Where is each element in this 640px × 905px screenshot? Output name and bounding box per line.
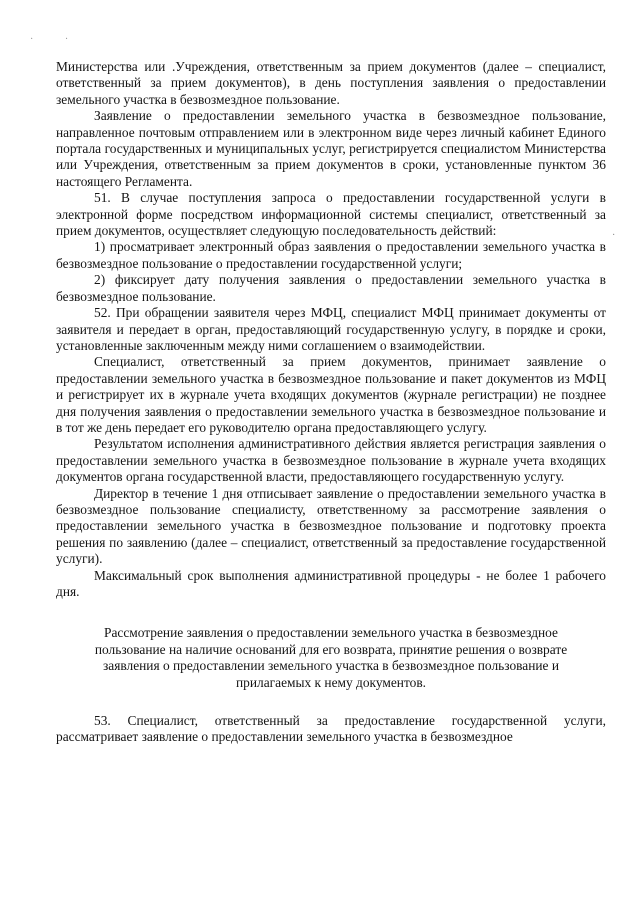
document-body <box>56 59 606 746</box>
paragraph: Заявление о предоставлении земельного участка в безвозмездное пользование, направленное почтовым отправлением или в электронном виде через личный кабинет Единого портала государственных и муниципальных услуг, регистрируется специалистом Министерства или Учреждения, ответственным за прием документов в сроки, установленные пунктом 36 настоящего Регламента. <box>56 108 606 189</box>
scan-artifact: · <box>612 230 616 241</box>
paragraph: Максимальный срок выполнения административной процедуры - не более 1 рабочего дня. <box>56 567 606 599</box>
paragraph: 52. При обращении заявителя через МФЦ, специалист МФЦ принимает документы от заявителя и передает в орган, предоставляющий государственную услугу, в порядке и сроки, установленные заключенным между ними соглашением о взаимодействии. <box>56 305 606 353</box>
paragraph: Министерства или .Учреждения, ответственным за прием документов (далее – специалист, ответственный за прием документов), в день поступления заявления о предоставлении земельного участка в безвозмездное пользование. <box>56 59 606 107</box>
section-heading: Рассмотрение заявления о предоставлении земельного участка в безвозмездное пользование на наличие оснований для его возврата, принятие решения о возврате заявления о предоставлении земельного участка в безвозмездное пользование и прилагаемых к нему документов. <box>94 625 568 690</box>
paragraph: 53. Специалист, ответственный за предоставление государственной услуги, рассматривает заявление о предоставлении земельного участка в безвозмездное <box>56 713 606 745</box>
paragraph: Специалист, ответственный за прием документов, принимает заявление о предоставлении земельного участка в безвозмездное пользование и пакет документов из МФЦ и регистрирует их в журнале учета входящих документов (журнале регистрации) не позднее дня получения заявления о предоставлении земельного участка в безвозмездное пользование и в тот же день передает его руководителю органа предоставляющего услугу. <box>56 354 606 435</box>
paragraph: 51. В случае поступления запроса о предоставлении государственной услуги в электронной форме посредством информационной системы специалист, ответственный за прием документов, осуществляет следующую последовательность действий: <box>56 190 606 239</box>
paragraph: 1) просматривает электронный образ заявления о предоставлении земельного участка в безвозмездное пользование о предоставлении государственной услуги; <box>56 239 606 271</box>
scan-artifact: · · <box>30 34 75 45</box>
paragraph: Директор в течение 1 дня отписывает заявление о предоставлении земельного участка в безвозмездное пользование специалисту, ответственному за рассмотрение заявления о предоставлении земельного участка в безвозмездное пользование и подготовку проекта решения по заявлению (далее – специалист, ответственный за предоставление государственной услуги). <box>56 485 606 567</box>
paragraph: 2) фиксирует дату получения заявления о предоставлении земельного участка в безвозмездное пользование. <box>56 272 606 304</box>
paragraph: Результатом исполнения административного действия является регистрация заявления о предоставлении земельного участка в безвозмездное пользование в журнале учета входящих документов органа государственной власти, предоставляющего государственную услугу. <box>56 436 606 485</box>
